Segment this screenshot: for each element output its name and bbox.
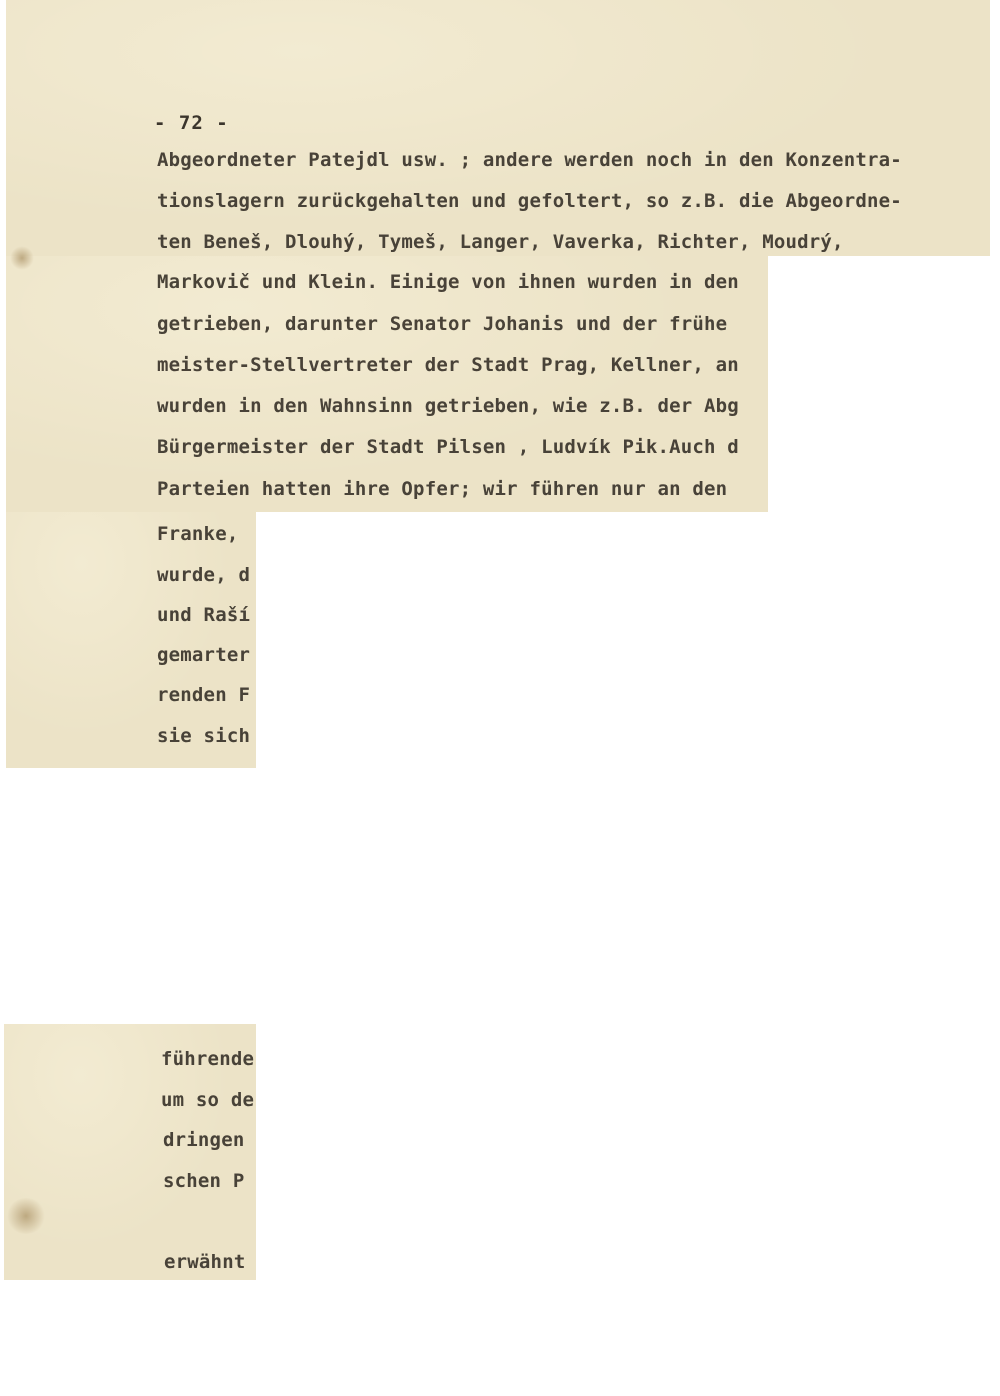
text-line: Franke,: [157, 523, 239, 545]
document-body-top: [0, 0, 990, 256]
text-line: Markovič und Klein. Einige von ihnen wurden in den: [157, 271, 739, 293]
text-line: erwähnt: [164, 1251, 246, 1273]
text-line: schen P: [163, 1170, 245, 1192]
document-body-left: [0, 512, 256, 768]
text-line: getrieben, darunter Senator Johanis und der frühe: [157, 313, 728, 335]
text-line: meister-Stellvertreter der Stadt Prag, Kellner, an: [157, 354, 739, 376]
text-line: renden F: [157, 684, 251, 706]
text-line: dringen: [163, 1129, 245, 1151]
text-line: und Raší: [157, 604, 251, 626]
document-body-middle: [0, 256, 768, 512]
page-number: - 72 -: [154, 112, 229, 134]
text-line: tionslagern zurückgehalten und gefoltert, so z.B. die Abgeordne-: [157, 190, 902, 212]
text-line: wurde, d: [157, 564, 251, 586]
text-line: gemarter: [157, 644, 251, 666]
text-line: ten Beneš, Dlouhý, Tymeš, Langer, Vaverka, Richter, Moudrý,: [157, 231, 844, 253]
text-line: Bürgermeister der Stadt Pilsen , Ludvík Pik.Auch d: [157, 436, 739, 458]
document-body-bottom: [0, 1024, 256, 1280]
text-line: Parteien hatten ihre Opfer; wir führen nur an den: [157, 478, 728, 500]
text-line: Abgeordneter Patejdl usw. ; andere werden noch in den Konzentra-: [157, 149, 902, 171]
text-line: führende: [161, 1048, 255, 1070]
text-line: um so de: [161, 1089, 255, 1111]
text-line: wurden in den Wahnsinn getrieben, wie z.B. der Abg: [157, 395, 739, 417]
text-line: sie sich: [157, 725, 251, 747]
